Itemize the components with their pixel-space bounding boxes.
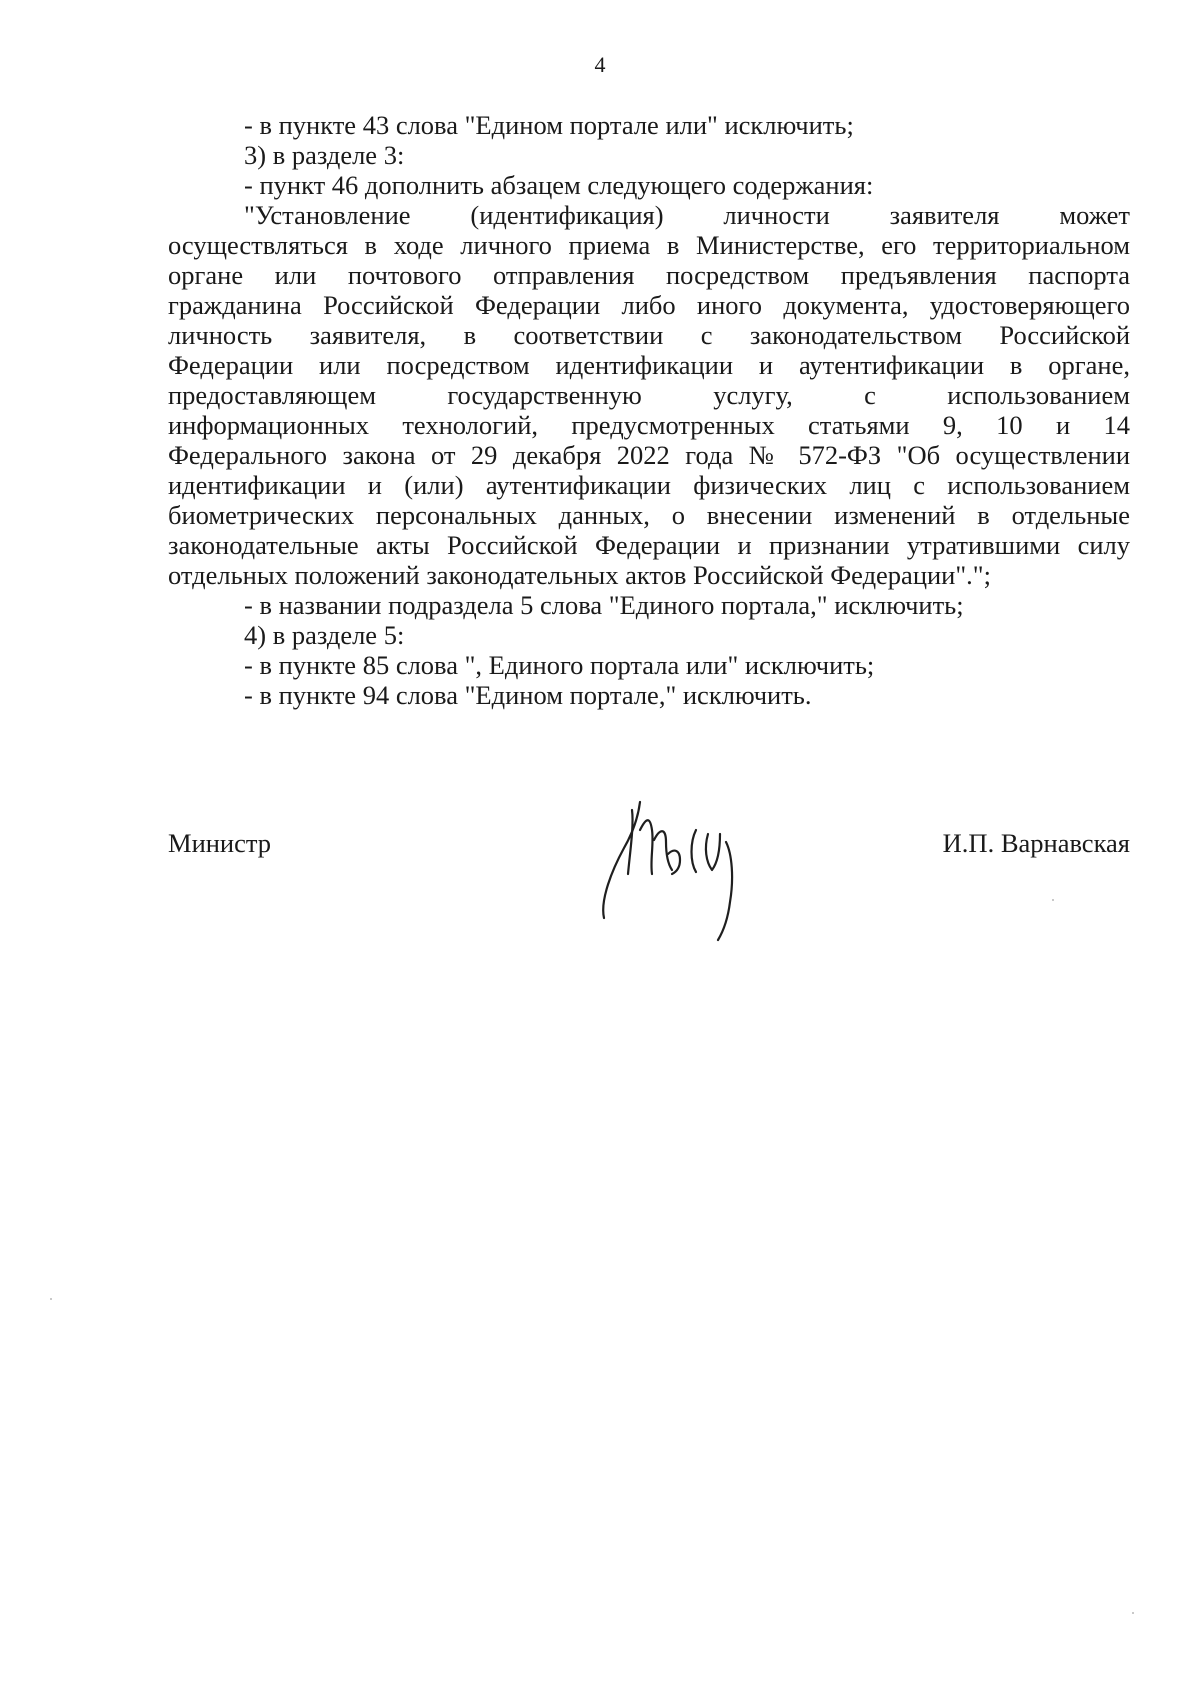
quote-line: информационных технологий, предусмотренных статьями 9, 10 и 14 <box>168 410 1130 440</box>
quote-line: Федерации или посредством идентификации и аутентификации в органе, <box>168 350 1130 380</box>
signatory-name: И.П. Варнавская <box>942 828 1130 858</box>
quote-line: законодательные акты Российской Федерации и признании утратившими силу <box>168 530 1130 560</box>
paragraph-item-43: - в пункте 43 слова "Едином портале или" исключить; <box>244 110 854 140</box>
paragraph-item-94: - в пункте 94 слова "Едином портале," исключить. <box>244 680 812 710</box>
quoted-paragraph <box>168 200 1130 590</box>
scan-speck <box>1052 899 1054 901</box>
paragraph-section-3: 3) в разделе 3: <box>244 140 405 170</box>
quote-line: "Установление (идентификация) личности заявителя может <box>244 200 1130 230</box>
quote-line: Федерального закона от 29 декабря 2022 года № 572-ФЗ "Об осуществлении <box>168 440 1130 470</box>
scan-speck <box>50 1298 52 1300</box>
paragraph-subsection-5: - в названии подраздела 5 слова "Единого портала," исключить; <box>244 590 964 620</box>
handwritten-signature-icon <box>592 790 792 950</box>
quote-line: гражданина Российской Федерации либо иного документа, удостоверяющего <box>168 290 1130 320</box>
quote-line: осуществляться в ходе личного приема в Министерстве, его территориальном <box>168 230 1130 260</box>
document-body <box>168 110 1130 710</box>
paragraph-section-5: 4) в разделе 5: <box>244 620 405 650</box>
quote-line: биометрических персональных данных, о внесении изменений в отдельные <box>168 500 1130 530</box>
scan-speck <box>1132 1612 1134 1614</box>
quote-line: органе или почтового отправления посредством предъявления паспорта <box>168 260 1130 290</box>
page-number: 4 <box>594 52 606 77</box>
paragraph-item-85: - в пункте 85 слова ", Единого портала или" исключить; <box>244 650 875 680</box>
quote-line: идентификации и (или) аутентификации физических лиц с использованием <box>168 470 1130 500</box>
signatory-role: Министр <box>168 828 272 858</box>
quote-last-line: отдельных положений законодательных актов Российской Федерации"."; <box>168 560 991 590</box>
quote-line: предоставляющем государственную услугу, с использованием <box>168 380 1130 410</box>
paragraph-item-46: - пункт 46 дополнить абзацем следующего содержания: <box>244 170 874 200</box>
quote-line: личность заявителя, в соответствии с законодательством Российской <box>168 320 1130 350</box>
